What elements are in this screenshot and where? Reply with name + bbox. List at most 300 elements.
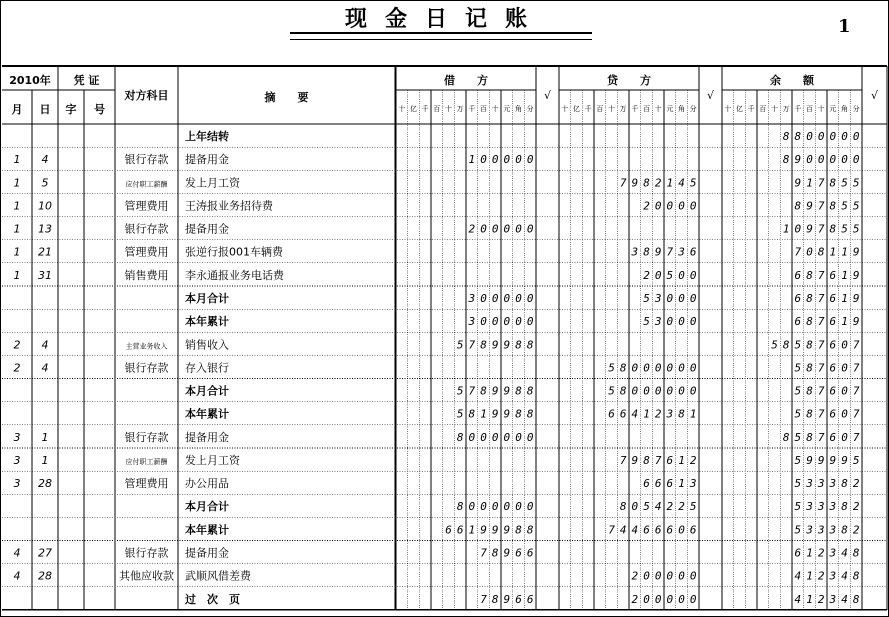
amount-digit: 1 xyxy=(806,176,813,190)
day-cell: 28 xyxy=(38,569,52,583)
month-cell: 1 xyxy=(13,199,21,213)
amount-digit: 8 xyxy=(619,361,627,375)
amount-digit: 3 xyxy=(806,477,813,491)
digit-unit-label: 亿 xyxy=(736,105,743,113)
amount-digit: 0 xyxy=(654,569,662,583)
amount-digit: 8 xyxy=(829,176,837,190)
amount-digit: 5 xyxy=(852,222,860,236)
amount-digit: 1 xyxy=(841,291,848,305)
summary-cell: 上年结转 xyxy=(185,130,229,143)
credit-amount xyxy=(620,176,697,189)
amount-digit: 1 xyxy=(643,407,650,421)
page-title: 现金日记账 xyxy=(344,6,545,32)
digit-unit-label: 千 xyxy=(631,105,639,113)
amount-digit: 0 xyxy=(515,222,522,236)
amount-digit: 7 xyxy=(817,176,825,190)
amount-digit: 9 xyxy=(852,291,860,305)
month-cell: 3 xyxy=(13,453,21,467)
amount-digit: 0 xyxy=(806,245,813,259)
amount-digit: 0 xyxy=(841,338,848,352)
amount-digit: 7 xyxy=(852,407,860,421)
summary-cell: 李永通报业务电话费 xyxy=(185,268,284,282)
digit-unit-label: 分 xyxy=(689,105,697,113)
amount-digit: 9 xyxy=(841,453,848,467)
amount-digit: 4 xyxy=(654,500,662,514)
digit-unit-label: 百 xyxy=(806,105,813,113)
balance-amount xyxy=(783,223,860,236)
amount-digit: 9 xyxy=(503,407,511,421)
amount-digit: 0 xyxy=(841,430,848,444)
summary-cell: 过 次 页 xyxy=(185,592,240,606)
amount-digit: 5 xyxy=(794,338,802,352)
amount-digit: 5 xyxy=(456,384,464,398)
amount-digit: 0 xyxy=(654,268,662,282)
amount-digit: 9 xyxy=(852,315,860,329)
amount-digit: 2 xyxy=(817,546,825,560)
digit-unit-label: 元 xyxy=(503,105,511,113)
summary-cell: 本月合计 xyxy=(185,291,229,305)
amount-digit: 8 xyxy=(468,407,476,421)
amount-digit: 0 xyxy=(480,315,487,329)
amount-digit: 8 xyxy=(480,338,487,352)
counter-account-cell: 银行存款 xyxy=(124,546,169,560)
amount-digit: 1 xyxy=(678,477,685,491)
amount-digit: 8 xyxy=(806,291,813,305)
digit-unit-label: 亿 xyxy=(410,105,417,113)
amount-digit: 8 xyxy=(643,245,650,259)
amount-digit: 6 xyxy=(794,268,802,282)
amount-digit: 1 xyxy=(678,453,685,467)
amount-digit: 5 xyxy=(794,523,802,537)
amount-digit: 5 xyxy=(689,176,697,190)
amount-digit: 0 xyxy=(689,199,697,213)
amount-digit: 3 xyxy=(666,407,674,421)
amount-digit: 5 xyxy=(794,407,802,421)
amount-digit: 6 xyxy=(654,523,662,537)
amount-digit: 9 xyxy=(806,199,813,213)
credit-header: 贷 方 xyxy=(607,74,651,87)
day-cell: 28 xyxy=(38,477,52,491)
amount-digit: 1 xyxy=(841,268,848,282)
amount-digit: 8 xyxy=(806,407,813,421)
digit-unit-label: 元 xyxy=(666,105,674,113)
amount-digit: 9 xyxy=(491,407,499,421)
digit-unit-label: 十 xyxy=(817,105,825,113)
counter-account-cell: 管理费用 xyxy=(124,199,169,213)
amount-digit: 0 xyxy=(852,153,860,167)
amount-digit: 8 xyxy=(619,500,627,514)
balance-amount xyxy=(783,153,860,166)
amount-digit: 0 xyxy=(631,384,639,398)
amount-digit: 0 xyxy=(503,430,511,444)
amount-digit: 0 xyxy=(526,430,534,444)
amount-digit: 4 xyxy=(841,592,848,606)
amount-digit: 1 xyxy=(468,153,476,167)
summary-cell: 发上月工资 xyxy=(185,453,240,467)
amount-digit: 0 xyxy=(678,361,685,375)
amount-digit: 8 xyxy=(806,384,813,398)
amount-digit: 4 xyxy=(841,546,848,560)
amount-digit: 1 xyxy=(841,315,848,329)
month-cell: 2 xyxy=(13,338,21,352)
summary-cell: 提备用金 xyxy=(185,546,229,560)
digit-unit-label: 十 xyxy=(654,105,662,113)
debit-amount xyxy=(457,431,534,444)
amount-digit: 7 xyxy=(480,546,487,560)
amount-digit: 5 xyxy=(456,338,464,352)
amount-digit: 1 xyxy=(806,569,813,583)
summary-cell: 本年累计 xyxy=(185,315,229,329)
amount-digit: 9 xyxy=(794,176,802,190)
counter-account-cell: 银行存款 xyxy=(124,222,169,236)
amount-digit: 9 xyxy=(503,338,511,352)
digit-unit-label: 亿 xyxy=(573,105,580,113)
amount-digit: 0 xyxy=(491,430,499,444)
amount-digit: 1 xyxy=(468,523,476,537)
digit-unit-label: 百 xyxy=(433,105,441,113)
amount-digit: 3 xyxy=(468,315,476,329)
check-header: √ xyxy=(870,89,879,102)
summary-cell: 本月合计 xyxy=(185,384,229,398)
amount-digit: 8 xyxy=(526,338,534,352)
amount-digit: 8 xyxy=(806,338,813,352)
debit-amount xyxy=(457,385,534,398)
amount-digit: 1 xyxy=(480,407,487,421)
month-header: 月 xyxy=(11,103,23,116)
amount-digit: 2 xyxy=(817,592,825,606)
amount-digit: 6 xyxy=(666,453,674,467)
digit-unit-label: 分 xyxy=(852,105,860,113)
counter-account-cell: 银行存款 xyxy=(124,153,169,167)
counter-account-cell: 其他应收款 xyxy=(119,569,174,583)
amount-digit: 5 xyxy=(794,361,802,375)
check-header: √ xyxy=(706,89,715,102)
digit-unit-label: 十 xyxy=(771,105,778,113)
voucher-number-header: 号 xyxy=(94,103,105,116)
amount-digit: 0 xyxy=(689,592,697,606)
amount-digit: 8 xyxy=(643,176,650,190)
digit-unit-label: 百 xyxy=(759,105,767,113)
amount-digit: 7 xyxy=(608,523,615,537)
amount-digit: 0 xyxy=(491,500,499,514)
summary-cell: 张逆行报001车辆费 xyxy=(185,245,283,259)
month-cell: 3 xyxy=(13,477,21,491)
amount-digit: 9 xyxy=(480,523,487,537)
amount-digit: 0 xyxy=(491,222,499,236)
amount-digit: 9 xyxy=(631,176,639,190)
amount-digit: 1 xyxy=(806,546,813,560)
amount-digit: 0 xyxy=(817,130,825,143)
amount-digit: 8 xyxy=(526,523,534,537)
amount-digit: 6 xyxy=(794,291,802,305)
voucher-header: 凭 证 xyxy=(73,74,100,87)
amount-digit: 0 xyxy=(841,384,848,398)
amount-digit: 9 xyxy=(852,245,860,259)
amount-digit: 0 xyxy=(503,291,511,305)
amount-digit: 2 xyxy=(852,477,860,491)
amount-digit: 8 xyxy=(829,222,837,236)
amount-digit: 8 xyxy=(491,546,499,560)
amount-digit: 8 xyxy=(526,384,534,398)
amount-digit: 0 xyxy=(468,430,476,444)
amount-digit: 0 xyxy=(515,291,522,305)
amount-digit: 8 xyxy=(841,523,848,537)
amount-digit: 8 xyxy=(806,315,813,329)
amount-digit: 2 xyxy=(689,453,697,467)
amount-digit: 8 xyxy=(526,407,534,421)
amount-digit: 5 xyxy=(794,500,802,514)
day-cell: 27 xyxy=(38,546,52,560)
amount-digit: 6 xyxy=(666,523,674,537)
amount-digit: 1 xyxy=(689,407,697,421)
amount-digit: 6 xyxy=(829,430,837,444)
amount-digit: 5 xyxy=(608,384,615,398)
amount-digit: 7 xyxy=(817,407,825,421)
day-cell: 31 xyxy=(38,268,52,282)
amount-digit: 4 xyxy=(794,569,802,583)
amount-digit: 8 xyxy=(829,199,837,213)
debit-amount xyxy=(457,338,534,351)
amount-digit: 2 xyxy=(852,523,860,537)
amount-digit: 7 xyxy=(817,291,825,305)
amount-digit: 5 xyxy=(456,407,464,421)
amount-digit: 9 xyxy=(852,268,860,282)
amount-digit: 7 xyxy=(817,338,825,352)
amount-digit: 0 xyxy=(806,153,813,167)
amount-digit: 0 xyxy=(666,569,674,583)
amount-digit: 5 xyxy=(794,477,802,491)
amount-digit: 9 xyxy=(817,453,825,467)
amount-digit: 0 xyxy=(503,222,511,236)
amount-digit: 0 xyxy=(643,569,650,583)
amount-digit: 3 xyxy=(654,315,662,329)
balance-amount xyxy=(783,431,860,444)
amount-digit: 6 xyxy=(689,523,697,537)
amount-digit: 3 xyxy=(829,477,837,491)
amount-digit: 0 xyxy=(480,222,487,236)
digit-unit-label: 角 xyxy=(841,105,848,113)
counter-account-cell: 银行存款 xyxy=(124,430,169,444)
amount-digit: 0 xyxy=(689,315,697,329)
amount-digit: 0 xyxy=(852,130,860,143)
amount-digit: 0 xyxy=(666,291,674,305)
amount-digit: 0 xyxy=(631,500,639,514)
counter-account-header: 对方科目 xyxy=(124,89,169,102)
amount-digit: 5 xyxy=(852,176,860,190)
month-cell: 4 xyxy=(13,546,21,560)
amount-digit: 8 xyxy=(817,245,825,259)
counter-account-cell: 销售费用 xyxy=(124,268,169,282)
amount-digit: 0 xyxy=(678,268,685,282)
debit-amount xyxy=(480,547,534,560)
amount-digit: 8 xyxy=(678,407,685,421)
digit-unit-label: 千 xyxy=(584,105,592,113)
day-cell: 4 xyxy=(41,338,49,352)
amount-digit: 0 xyxy=(491,153,499,167)
amount-digit: 6 xyxy=(526,592,534,606)
amount-digit: 0 xyxy=(689,384,697,398)
amount-digit: 0 xyxy=(515,153,522,167)
digit-unit-label: 元 xyxy=(829,105,837,113)
summary-cell: 本年累计 xyxy=(185,407,229,421)
amount-digit: 6 xyxy=(654,477,662,491)
amount-digit: 4 xyxy=(631,407,639,421)
amount-digit: 6 xyxy=(829,361,837,375)
amount-digit: 7 xyxy=(468,384,476,398)
credit-amount xyxy=(643,199,697,212)
day-cell: 13 xyxy=(38,222,52,236)
day-cell: 4 xyxy=(41,153,49,167)
amount-digit: 3 xyxy=(829,569,837,583)
amount-digit: 8 xyxy=(794,199,802,213)
amount-digit: 0 xyxy=(689,361,697,375)
amount-digit: 8 xyxy=(515,338,522,352)
amount-digit: 0 xyxy=(806,130,813,143)
digit-unit-label: 千 xyxy=(794,105,802,113)
amount-digit: 6 xyxy=(666,477,674,491)
amount-digit: 3 xyxy=(678,245,685,259)
amount-digit: 0 xyxy=(526,153,534,167)
amount-digit: 2 xyxy=(678,500,685,514)
amount-digit: 5 xyxy=(794,453,802,467)
summary-cell: 武顺风借差费 xyxy=(185,569,251,583)
amount-digit: 7 xyxy=(619,176,627,190)
balance-header: 余 额 xyxy=(770,74,814,87)
amount-digit: 0 xyxy=(817,153,825,167)
amount-digit: 2 xyxy=(468,222,476,236)
amount-digit: 8 xyxy=(515,407,522,421)
amount-digit: 0 xyxy=(515,500,522,514)
counter-account-cell: 管理费用 xyxy=(124,477,169,491)
amount-digit: 0 xyxy=(678,315,685,329)
amount-digit: 8 xyxy=(619,384,627,398)
summary-cell: 存入银行 xyxy=(185,361,229,375)
amount-digit: 0 xyxy=(841,153,848,167)
amount-digit: 0 xyxy=(678,523,685,537)
amount-digit: 6 xyxy=(829,338,837,352)
amount-digit: 0 xyxy=(654,592,662,606)
amount-digit: 9 xyxy=(491,523,499,537)
amount-digit: 0 xyxy=(643,361,650,375)
amount-digit: 0 xyxy=(654,384,662,398)
amount-digit: 0 xyxy=(515,315,522,329)
day-cell: 1 xyxy=(41,430,49,444)
summary-cell: 提备用金 xyxy=(185,430,229,444)
amount-digit: 6 xyxy=(829,291,837,305)
amount-digit: 3 xyxy=(817,523,825,537)
amount-digit: 9 xyxy=(631,453,639,467)
month-cell: 1 xyxy=(13,153,21,167)
amount-digit: 3 xyxy=(817,500,825,514)
amount-digit: 5 xyxy=(643,315,650,329)
amount-digit: 0 xyxy=(480,430,487,444)
amount-digit: 0 xyxy=(643,384,650,398)
amount-digit: 4 xyxy=(631,523,639,537)
amount-digit: 0 xyxy=(503,153,511,167)
amount-digit: 8 xyxy=(782,130,790,143)
amount-digit: 7 xyxy=(794,245,802,259)
amount-digit: 6 xyxy=(689,245,697,259)
amount-digit: 8 xyxy=(782,153,790,167)
amount-digit: 5 xyxy=(794,430,802,444)
digit-unit-label: 十 xyxy=(491,105,499,113)
digit-unit-label: 十 xyxy=(608,105,615,113)
day-cell: 10 xyxy=(38,199,52,213)
credit-amount xyxy=(643,315,697,328)
credit-amount xyxy=(608,385,697,398)
month-cell: 1 xyxy=(13,222,21,236)
amount-digit: 7 xyxy=(817,430,825,444)
amount-digit: 7 xyxy=(817,199,825,213)
month-cell: 1 xyxy=(13,176,21,190)
day-cell: 5 xyxy=(41,176,49,190)
digit-unit-label: 万 xyxy=(456,105,464,113)
counter-account-cell: 管理费用 xyxy=(124,245,169,259)
amount-digit: 6 xyxy=(619,407,627,421)
month-cell: 3 xyxy=(13,430,21,444)
amount-digit: 3 xyxy=(689,477,697,491)
credit-amount xyxy=(643,477,696,490)
amount-digit: 7 xyxy=(480,592,487,606)
digit-unit-label: 十 xyxy=(724,105,732,113)
summary-header: 摘 要 xyxy=(264,91,309,104)
amount-digit: 0 xyxy=(678,592,685,606)
amount-digit: 6 xyxy=(829,384,837,398)
amount-digit: 7 xyxy=(817,268,825,282)
amount-digit: 7 xyxy=(852,361,860,375)
amount-digit: 0 xyxy=(666,315,674,329)
amount-digit: 0 xyxy=(666,384,674,398)
debit-amount xyxy=(457,408,534,421)
page-number: 1 xyxy=(838,16,851,37)
day-cell: 21 xyxy=(38,245,52,259)
year-header: 2010年 xyxy=(9,74,51,87)
amount-digit: 2 xyxy=(631,569,639,583)
amount-digit: 7 xyxy=(817,384,825,398)
amount-digit: 4 xyxy=(619,523,627,537)
month-cell: 1 xyxy=(13,245,21,259)
amount-digit: 9 xyxy=(503,546,511,560)
amount-digit: 3 xyxy=(829,546,837,560)
amount-digit: 3 xyxy=(817,477,825,491)
amount-digit: 0 xyxy=(526,291,534,305)
amount-digit: 2 xyxy=(631,592,639,606)
amount-digit: 3 xyxy=(468,291,476,305)
amount-digit: 5 xyxy=(794,384,802,398)
amount-digit: 7 xyxy=(817,222,825,236)
amount-digit: 9 xyxy=(654,245,662,259)
amount-digit: 0 xyxy=(678,291,685,305)
amount-digit: 5 xyxy=(852,199,860,213)
amount-digit: 0 xyxy=(468,500,476,514)
digit-unit-label: 十 xyxy=(445,105,452,113)
amount-digit: 8 xyxy=(806,430,813,444)
amount-digit: 2 xyxy=(654,407,662,421)
amount-digit: 7 xyxy=(654,453,662,467)
amount-digit: 8 xyxy=(782,430,790,444)
amount-digit: 9 xyxy=(491,338,499,352)
amount-digit: 0 xyxy=(841,407,848,421)
amount-digit: 0 xyxy=(480,291,487,305)
amount-digit: 6 xyxy=(643,523,650,537)
amount-digit: 0 xyxy=(666,361,674,375)
amount-digit: 7 xyxy=(852,430,860,444)
amount-digit: 7 xyxy=(852,384,860,398)
amount-digit: 5 xyxy=(841,199,848,213)
amount-digit: 0 xyxy=(526,500,534,514)
digit-unit-label: 角 xyxy=(678,105,685,113)
amount-digit: 2 xyxy=(852,500,860,514)
